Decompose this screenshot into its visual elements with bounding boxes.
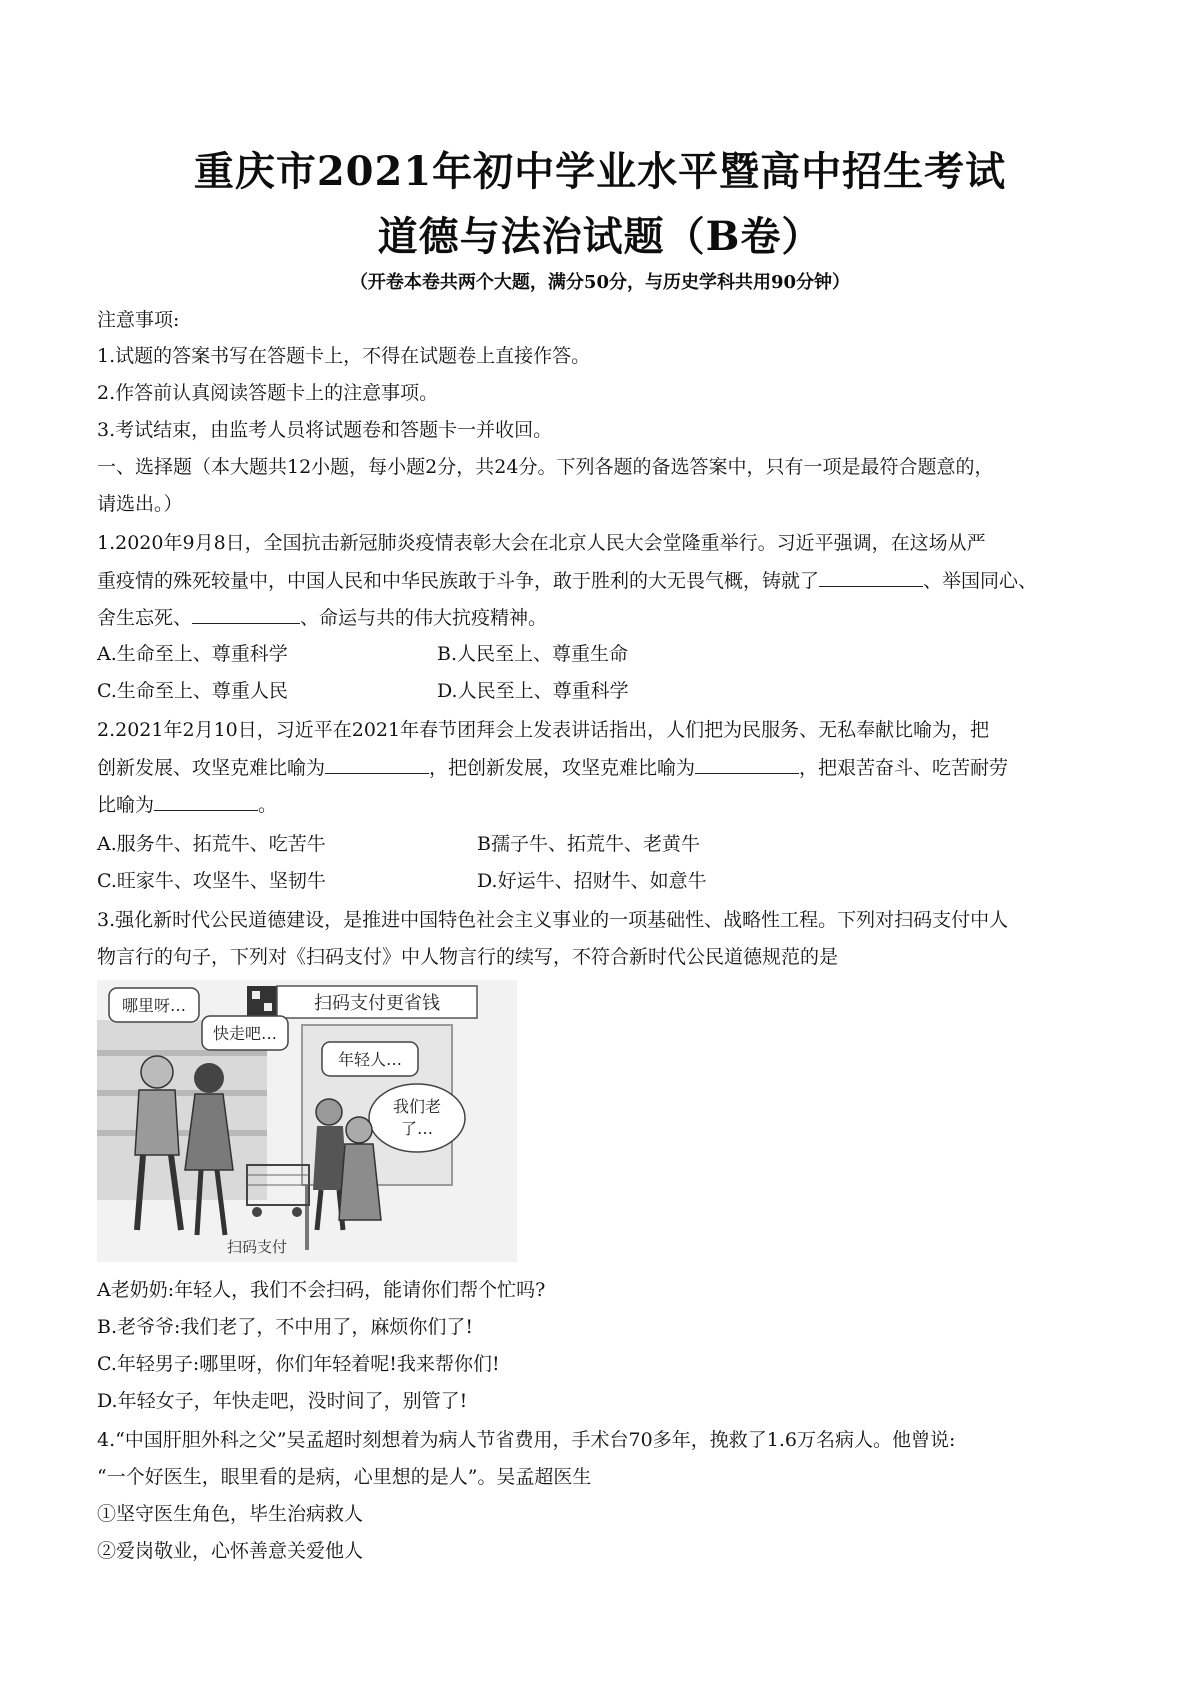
- note-item: 2.作答前认真阅读答题卡上的注意事项。: [97, 382, 439, 404]
- section-heading: 一、选择题（本大题共12小题，每小题2分，共24分。下列各题的备选答案中，只有一项是最符合题意的，: [97, 456, 994, 478]
- option-c: C.生命至上、尊重人民: [97, 680, 288, 702]
- note-item: 1.试题的答案书写在答题卡上，不得在试题卷上直接作答。: [97, 345, 591, 367]
- option-b: B.老爷爷:我们老了，不中用了，麻烦你们了!: [97, 1316, 474, 1338]
- question-4-text: “一个好医生，眼里看的是病，心里想的是人”。吴孟超医生: [97, 1466, 592, 1488]
- option-a: A.生命至上、尊重科学: [97, 643, 288, 665]
- question-4-text: 4.“中国肝胆外科之父”吴孟超时刻想着为病人节省费用，手术台70多年，挽救了1.6万名病人。他曾说:: [97, 1429, 956, 1451]
- question-3-text: 物言行的句子，下列对《扫码支付》中人物言行的续写，不符合新时代公民道德规范的是: [97, 946, 839, 968]
- text-span: 创新发展、攻坚克难比喻为: [97, 757, 326, 779]
- text-span: ，把创新发展，攻坚克难比喻为: [429, 757, 696, 779]
- option-a: A老奶奶:年轻人，我们不会扫码，能请你们帮个忙吗?: [97, 1279, 546, 1301]
- answer-blank: [325, 755, 429, 774]
- text-span: 。: [258, 794, 278, 816]
- answer-blank: [154, 792, 258, 811]
- bubble-text: 快走吧…: [212, 1024, 278, 1043]
- text-span: 、命运与共的伟大抗疫精神。: [300, 607, 548, 629]
- statement-item: ①坚守医生角色，毕生治病救人: [97, 1503, 364, 1525]
- text-span: 比喻为: [97, 794, 155, 816]
- question-1-text: [97, 605, 547, 630]
- option-d: D.好运牛、招财牛、如意牛: [477, 870, 707, 892]
- exam-subtitle: （开卷本卷共两个大题，满分50分，与历史学科共用90分钟）: [349, 272, 851, 293]
- answer-blank: [695, 755, 799, 774]
- question-2-text: [97, 792, 277, 817]
- question-3-text: 3.强化新时代公民道德建设，是推进中国特色社会主义事业的一项基础性、战略性工程。下列对扫码支付中人: [97, 909, 1009, 931]
- notes-heading: 注意事项:: [97, 309, 180, 331]
- text-span: 、举国同心、: [923, 570, 1038, 592]
- bubble-text: 我们老: [392, 1097, 442, 1116]
- answer-blank: [819, 568, 923, 587]
- statement-item: ②爱岗敬业，心怀善意关爱他人: [97, 1540, 364, 1562]
- question-2-text: 2.2021年2月10日，习近平在2021年春节团拜会上发表讲话指出，人们把为民服务、无私奉献比喻为，把: [97, 719, 990, 741]
- bubble-text: 了…: [400, 1119, 434, 1138]
- question-1-text: 1.2020年9月8日，全国抗击新冠肺炎疫情表彰大会在北京人民大会堂隆重举行。习近平强调，在这场从严: [97, 532, 986, 554]
- text-span: 舍生忘死、: [97, 607, 193, 629]
- bubble-text: 年轻人…: [337, 1050, 403, 1069]
- text-span: 重疫情的殊死较量中，中国人民和中华民族敢于斗争，敢于胜利的大无畏气概，铸就了: [97, 570, 820, 592]
- question-2-text: [97, 755, 1008, 780]
- exam-subject-title: 道德与法治试题（B卷）: [377, 213, 823, 260]
- store-sign: 扫码支付更省钱: [314, 993, 440, 1014]
- exam-title: 重庆市2021年初中学业水平暨高中招生考试: [193, 148, 1007, 195]
- cartoon-caption: 扫码支付: [226, 1238, 288, 1256]
- option-c: C.旺家牛、攻坚牛、坚韧牛: [97, 870, 326, 892]
- scan-pay-cartoon: [97, 980, 517, 1262]
- option-a: A.服务牛、拓荒牛、吃苦牛: [97, 833, 326, 855]
- answer-blank: [192, 605, 300, 624]
- text-span: ，把艰苦奋斗、吃苦耐劳: [799, 757, 1009, 779]
- section-heading-cont: 请选出。）: [97, 493, 183, 515]
- option-d: D.人民至上、尊重科学: [437, 680, 629, 702]
- option-c: C.年轻男子:哪里呀，你们年轻着呢!我来帮你们!: [97, 1353, 500, 1375]
- option-d: D.年轻女子，年快走吧，没时间了，别管了!: [97, 1390, 468, 1412]
- note-item: 3.考试结束，由监考人员将试题卷和答题卡一并收回。: [97, 419, 553, 441]
- question-1-text: [97, 568, 1037, 593]
- option-b: B孺子牛、拓荒牛、老黄牛: [477, 833, 700, 855]
- bubble-text: 哪里呀…: [121, 996, 187, 1015]
- option-b: B.人民至上、尊重生命: [437, 643, 629, 665]
